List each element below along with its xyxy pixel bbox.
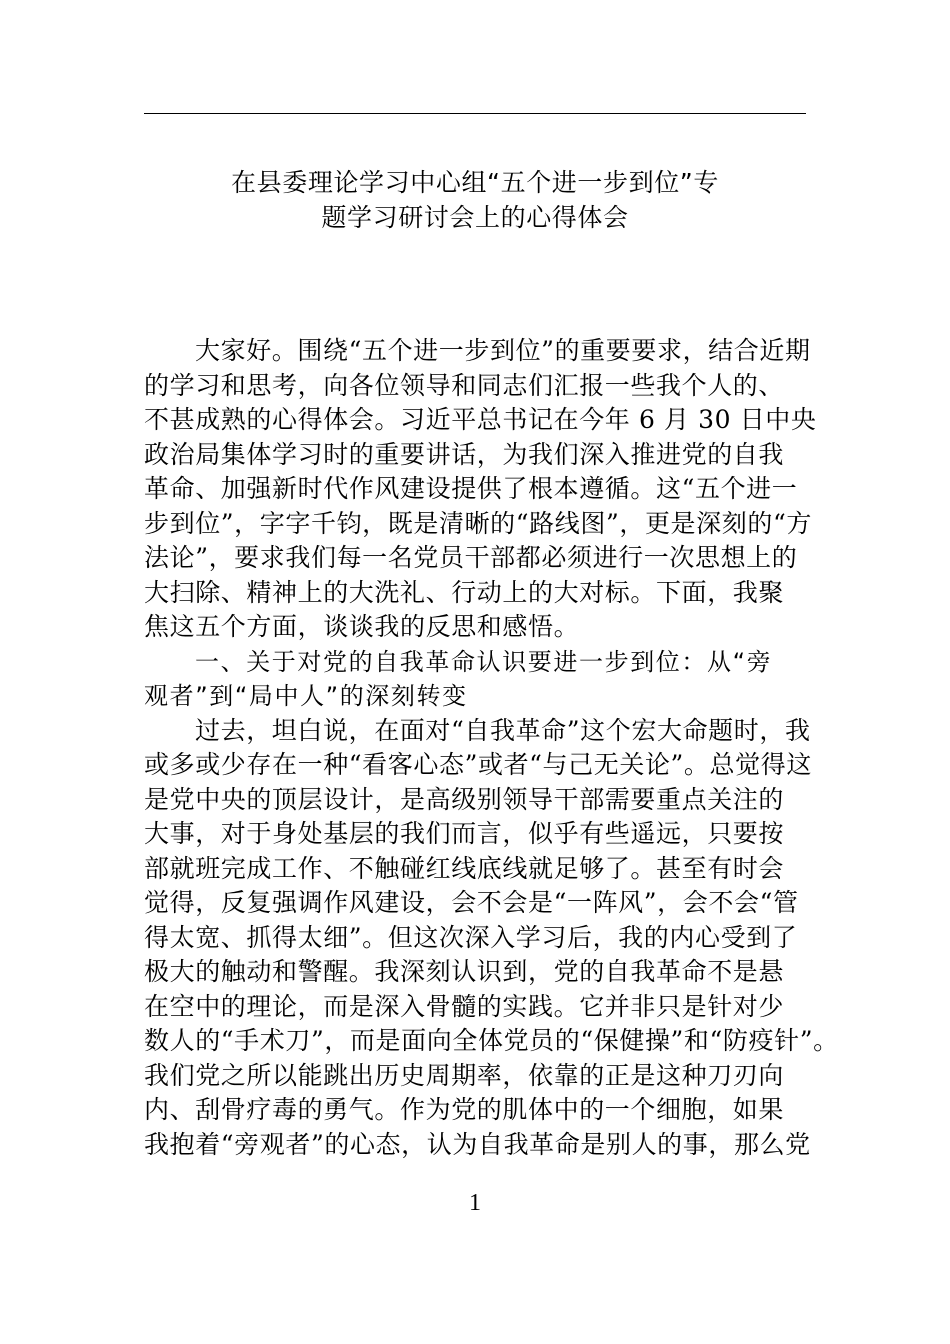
text-line: 得太宽、抓得太细”。但这次深入学习后，我的内心受到了 (144, 922, 798, 952)
text-line: 过去，坦白说，在面对“自我革命”这个宏大命题时，我 (195, 715, 811, 745)
heading-line: 观者”到“局中人”的深刻转变 (144, 682, 468, 710)
text-line: 内、刮骨疗毒的勇气。作为党的肌体中的一个细胞，如果 (144, 1095, 785, 1124)
text-line: 极大的触动和警醒。我深刻认识到，党的自我革命不是悬 (144, 957, 785, 986)
title-line: 题学习研讨会上的心得体会 (321, 202, 629, 232)
text-line: 大事，对于身处基层的我们而言，似乎有些遥远，只要按 (144, 819, 785, 848)
page-number: 1 (469, 1190, 481, 1216)
text-line: 法论”，要求我们每一名党员干部都必须进行一次思想上的 (144, 543, 798, 572)
text-line: 我抱着“旁观者”的心态，认为自我革命是别人的事，那么党 (144, 1129, 811, 1159)
header-rule (144, 113, 806, 114)
text-line: 觉得，反复强调作风建设，会不会是“一阵风”，会不会“管 (144, 888, 799, 917)
text-line: 在空中的理论，而是深入骨髓的实践。它并非只是针对少 (144, 991, 785, 1021)
text-line: 或多或少存在一种“看客心态”或者“与己无关论”。总觉得这 (144, 750, 812, 779)
text-line: 是党中央的顶层设计，是高级别领导干部需要重点关注的 (144, 784, 785, 814)
title-line: 在县委理论学习中心组“五个进一步到位”专 (231, 168, 719, 197)
text-line: 步到位”，字字千钧，既是清晰的“路线图”，更是深刻的“方 (144, 508, 812, 538)
text-line: 不甚成熟的心得体会。习近平总书记在今年 6 月 30 日中央 (144, 405, 817, 434)
text-line: 焦这五个方面，谈谈我的反思和感悟。 (144, 612, 580, 641)
text-line: 我们党之所以能跳出历史周期率，依靠的正是这种刀刃向 (144, 1060, 785, 1090)
paragraph-intro (144, 334, 817, 645)
text-line: 数人的“手术刀”，而是面向全体党员的“保健操”和“防疫针”。 (144, 1026, 839, 1055)
text-line: 政治局集体学习时的重要讲话，为我们深入推进党的自我 (144, 439, 785, 469)
heading-line: 一、关于对党的自我革命认识要进一步到位：从“旁 (195, 647, 773, 676)
text-line: 大家好。围绕“五个进一步到位”的重要要求，结合近期 (195, 336, 811, 365)
text-line: 革命、加强新时代作风建设提供了根本遵循。这“五个进一 (144, 474, 798, 503)
document-title (138, 166, 812, 235)
text-line: 部就班完成工作、不触碰红线底线就足够了。甚至有时会 (144, 853, 785, 883)
body-text (144, 334, 839, 1162)
section-heading-1 (144, 645, 806, 714)
text-line: 大扫除、精神上的大洗礼、行动上的大对标。下面，我聚 (144, 577, 785, 607)
paragraph-section-1 (144, 714, 839, 1163)
text-line: 的学习和思考，向各位领导和同志们汇报一些我个人的、 (144, 370, 785, 400)
